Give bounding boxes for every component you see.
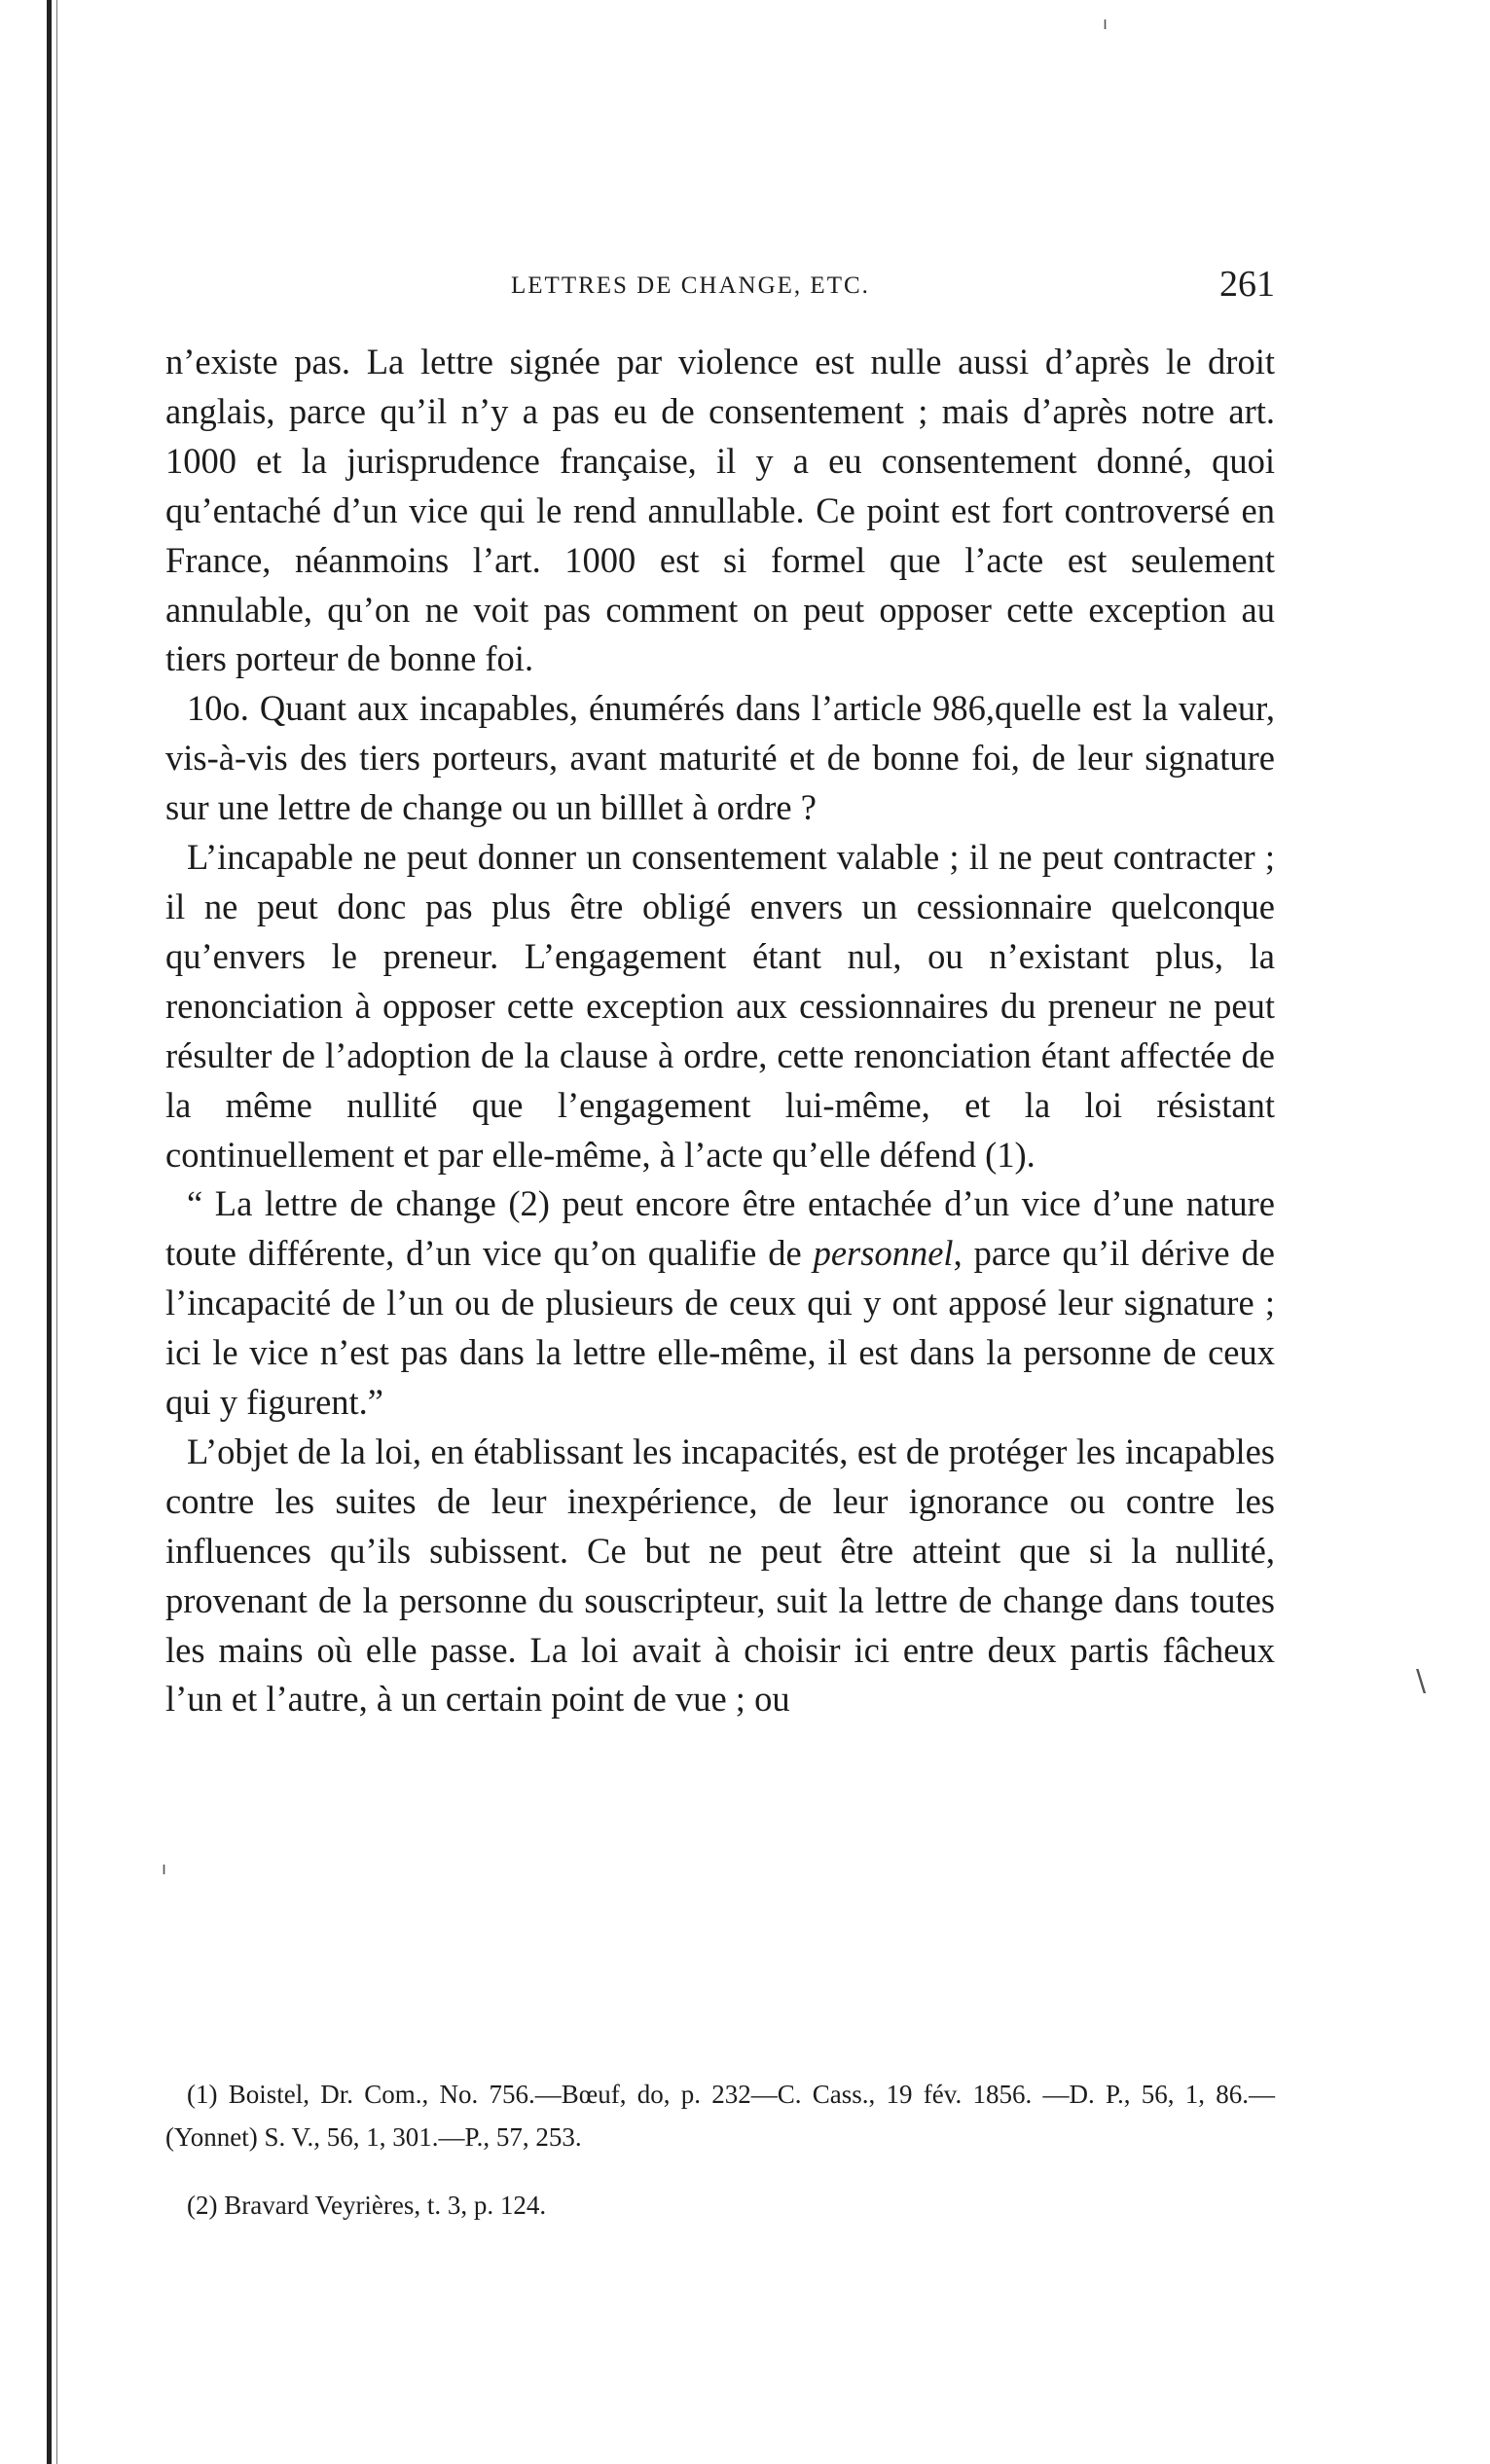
page-binding-edge <box>47 0 52 2464</box>
italic-term: personnel <box>813 1233 954 1274</box>
paragraph-5: L’objet de la loi, en établissant les incapacités, est de protéger les incapables contre les suites de leur inexpérience, de leur ignorance ou contre les influences qu’ils subissent. Ce but ne peut être atteint que si la nullité, provenant de la personne du souscripteur, suit la lettre de change dans toutes les mains où elle passe. La loi avait à choisir ici entre deux partis fâcheux l’un et l’autre, à un certain point de vue ; ou <box>165 1431 1275 1720</box>
page-header <box>165 261 1275 319</box>
quotation-end: , parce qu’il dérive de l’incapacité de l’un ou de plusieurs de ceux qui y ont apposé leur signature ; ici le vice n’est pas dans la lettre elle-même, il est dans la personne de ceux qui y figurent.” <box>165 1233 1276 1423</box>
paragraph-3: L’incapable ne peut donner un consentement valable ; il ne peut contracter ; il ne peut donc pas plus être obligé envers un cessionnaire quelconque qu’envers le preneur. L’engagement étant nul, ou n’existant plus, la renonciation à opposer cette exception aux cessionnaires du preneur ne peut résulter de l’adoption de la clause à ordre, cette renonciation étant affectée de la même nullité que l’engagement lui-même, et la loi résistant continuellement et par elle-même, à l’acte qu’elle défend (1). <box>165 837 1275 1175</box>
paragraph-4-quotation <box>165 1179 1275 1428</box>
page-binding-edge-line <box>56 0 57 2464</box>
scan-speck: ı <box>162 1859 167 1879</box>
paragraph-2: 10o. Quant aux incapables, énumérés dans l’article 986,quelle est la valeur, vis-à-vis des tiers porteurs, avant maturité et de bonne foi, de leur signature sur une lettre de change ou un billlet à ordre ? <box>165 688 1275 828</box>
scan-mark: \ <box>1416 1664 1427 1698</box>
body-text <box>165 338 1275 1724</box>
running-head: LETTRES DE CHANGE, ETC. <box>511 272 870 299</box>
footnotes <box>165 2073 1275 2227</box>
paragraph-1: n’existe pas. La lettre signée par violence est nulle aussi d’après le droit anglais, parce qu’il n’y a pas eu de consentement ; mais d’après notre art. 1000 et la jurisprudence française, il y a eu consentement donné, quoi qu’entaché d’un vice qui le rend annullable. Ce point est fort controversé en France, néanmoins l’art. 1000 est si formel que l’acte est seulement annulable, qu’on ne voit pas comment on peut opposer cette exception au tiers porteur de bonne foi. <box>165 342 1275 679</box>
footnote-2: (2) Bravard Veyrières, t. 3, p. 124. <box>187 2191 547 2220</box>
footnote-1: (1) Boistel, Dr. Com., No. 756.—Bœuf, do, p. 232—C. Cass., 19 fév. 1856. —D. P., 56, 1, 86.—(Yonnet) S. V., 56, 1, 301.—P., 57, 253. <box>165 2080 1275 2152</box>
quotation-start: “ La lettre de change (2) peut encore être entachée d’un vice d’une nature toute différente, d’un vice qu’on qualifie de <box>165 1183 1275 1274</box>
scan-speck: ı <box>1103 14 1108 34</box>
page-number: 261 <box>1219 264 1275 305</box>
